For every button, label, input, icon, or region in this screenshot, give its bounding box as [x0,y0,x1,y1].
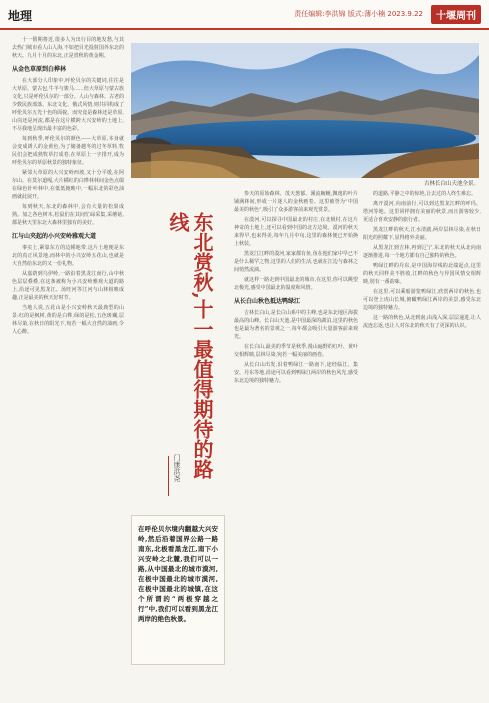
paragraph: 从嘉荫到乌伊岭,一路沿着黑龙江而行,山中秋色层层叠叠,在这条被称为小兴安岭雅观大道的路上,沿途可见黑龙江、汤旺河等江河与山林相映成趣,正是最美的秋天好时节。 [12,271,124,301]
left-column [12,36,124,696]
headline: 东北赏秋,十一最值得期待的路线 [166,212,214,479]
paragraph: 这一路的秋色,从北到南,由浅入深,层层递进,让人流连忘返,也让人对东北的秋天有了更深的认识。 [363,315,481,329]
subheading: 江与山夹起的小兴安岭雅观大道 [12,233,97,240]
subheading: 从长白山秋色抵达鸭绿江 [234,298,301,305]
paragraph: 紧邻大草原的大兴安岭西坡,又十分平缓,在阿尔山、在莫尔道嘎,大片橘红的白桦林林间金色点缀在绿色针叶林中,在低低掩映中,一幅东北的彩色油画就此展开。 [12,170,124,200]
photo-caption: 吉林长白山天池全景。 [423,181,479,187]
paragraph: 参天的原始森林、茂天葱郁、溪流蜿蜒,飘逸的叶片铺满林间,形成一片迷人的金秋画卷。这里被誉为“中国最美的秋色”,吸引了众多游客前来观光赏景。 [234,191,358,213]
publication-logo: 十堰周刊 [431,5,481,24]
byline: 门康洪尧 [173,454,181,482]
paragraph: 的道路,平静之中的惊艳,让去过的人终生难忘。 [373,191,477,197]
paragraph: 每到秋天,东北的森林中,会有大量的松果成熟。加之各色树木,松鼠们在其间忙碌采集,采蘑菇,都是秋天里东北大森林里独有的美好。 [12,204,124,226]
section-name: 地理 [8,9,33,23]
paragraph: 当地人说,五花山是小兴安岭秋天最典型的山景:红的是枫树,黄的是白桦,绿的是松,五色斑斓,层林尽染,在秋日的阳光下,宛若一幅大自然的油画,令人心醉。 [12,305,124,335]
middle-column [234,190,358,690]
paragraph: 在漠河,可以探寻中国最北的村庄,在北极村,在这片神奇的土地上,还可以看到中国的北方边境。漠河的秋天来得早,也来得美,每年九月中旬,这里的森林便已开始换上秋装。 [234,217,358,247]
headline-block [150,212,220,512]
subheading: 从金色草原到白桦林 [12,66,67,73]
paragraph: 黑龙江畔的秋天,江水清澈,两岸层林尽染,在秋日阳光的照耀下,显得格外美丽。 [363,227,481,241]
paragraph: 事实上,紧靠东方的边陲地带,这片土地便是东北的真正风景地,而林中的小兴安岭五花山,也就是大自然给东北的又一份礼物。 [12,245,124,267]
paragraph: 在大部分人印象中,呼伦贝尔的关键词,往往是大草原、蒙古包,牛羊与骏马……但大草原与蒙古族文化,只是呼伦贝尔的一部分。人山与森林、古老的少数民族部落、东北文化、俄式风情,则共同构成了呼伦贝尔五光十色的面貌。而究竟是森林还是草原,山岗还是河流,都是在这片横跨大兴安岭的土地上,不尽我地呈现出最丰富的色彩。 [12,78,124,132]
editor-credits: 责任编辑:李洪锦 版式:薄小楠 2023.9.22 [294,10,423,18]
pull-quote-text: 在呼伦贝尔境内翻越大兴安岭,然后沿着国界公路一路南东,北极看黑龙江,南下小兴安岭之北麓,我们可以一路,从中国最北的城市漠河,在极中国最北的城市漠河,在极中国最北的城镇,在这个所谓的“两极穿越之行”中,我们可以看到黑龙江两岸的绝色秋景。 [138,525,218,623]
paragraph: 从长白山出发,沿着鸭绿江一路南下,途经临江、集安、丹东等地,沿途可以看到鸭绿江两岸的秋色风光,感受东北边境的独特魅力。 [234,362,358,384]
paragraph: 鸭绿江畔的丹东,是中国海岸线的北端起点,这里的秋天同样美不胜收,江畔的秋色与异国风情交相辉映,别有一番韵味。 [363,263,481,285]
page-header [0,0,489,30]
paragraph: 十一假期将近,很多人为出行目的地发愁,与其去热门城市看人山人海,不如把目光投射国外东北的秋天。九月十月的东北,正是赏秋的黄金期。 [12,37,124,59]
paragraph: 就这样一路走到中国最北的城市,在这里,你可以眺望北极光,感受中国最北的温度和风情。 [234,277,358,291]
paragraph: 从黑龙江到吉林,再到辽宁,东北的秋天从北向南逐渐推进,每一个地方都有自己独特的秋色。 [363,245,481,259]
paragraph: 黑龙江江畔的漠河,家家都有鱼,鱼在他们家中早已不是什么稀罕之物,这里的人们的生活,也就在江边与森林之间悄然流淌。 [234,251,358,273]
lake-landscape-photo [131,43,479,178]
paragraph: 在长白山,最美的季节是秋季,漫山遍野的红叶、黄叶交相辉映,层林尽染,宛若一幅美丽的画卷。 [234,344,358,358]
paragraph: 离开漠河,向南前行,可以到达黑龙江畔的呼玛、塔河等地。这里同样拥有美丽的秋景,而且游客较少,更适合喜欢安静的旅行者。 [363,201,481,223]
right-column [363,190,481,690]
paragraph: 在这里,可以乘船游览鸭绿江,欣赏两岸的秋色,也可以登上虎山长城,俯瞰鸭绿江两岸的美景,感受东北边境的独特魅力。 [363,289,481,311]
paragraph: 吉林长白山,是长白山系中的主峰,也是东北地区海拔最高的山峰。长白山天池,是中国最深的湖泊,这里的秋色也是最为著名的景观之一,每年都会吸引大量游客前来观光。 [234,310,358,340]
pull-quote [131,515,225,665]
byline-divider [168,456,169,496]
paragraph: 每到秋季,呼伦贝尔的颜色——大草原,本身就会变成诱人的金黄色,为了储备越冬的过冬草料,牧民们会把成熟牧草打成卷,在草原上一字排开,成为呼伦贝尔的草原秋景的独特象征。 [12,136,124,166]
